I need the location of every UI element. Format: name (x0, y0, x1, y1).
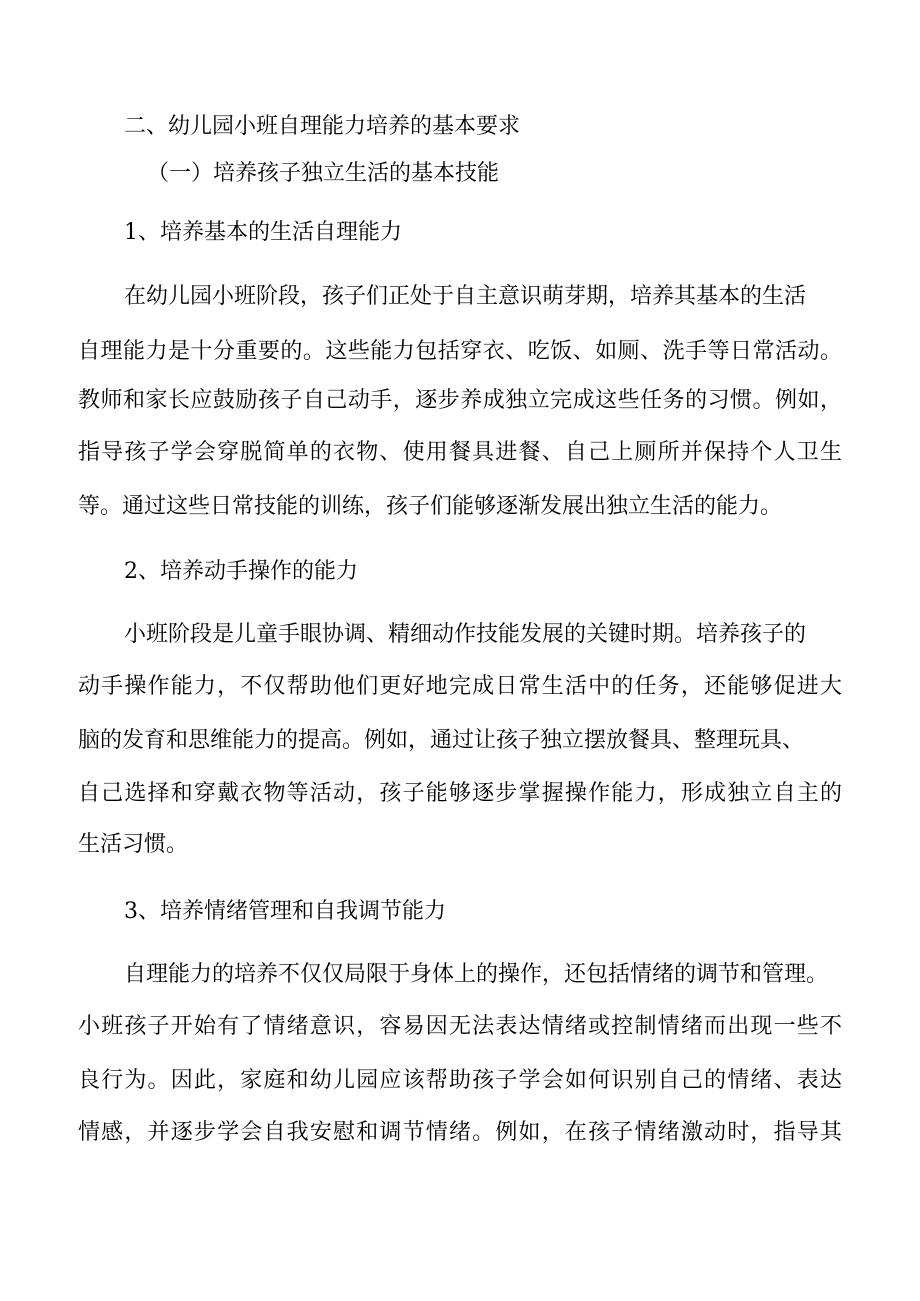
paragraph-line: 自理能力的培养不仅仅局限于身体上的操作，还包括情绪的调节和管理。 (124, 962, 829, 987)
subsection-heading: （一）培养孩子独立生活的基本技能 (147, 161, 500, 186)
paragraph-line: 等。通过这些日常技能的训练，孩子们能够逐渐发展出独立生活的能力。 (78, 494, 783, 519)
paragraph-line: 教师和家长应鼓励孩子自己动手，逐步养成独立完成这些任务的习惯。例如， (78, 388, 842, 413)
paragraph-line: 指导孩子学会穿脱简单的衣物、使用餐具进餐、自己上厕所并保持个人卫生 (78, 440, 842, 465)
paragraph-line: 脑的发育和思维能力的提高。例如，通过让孩子独立摆放餐具、整理玩具、 (78, 728, 805, 753)
paragraph-line: 小班阶段是儿童手眼协调、精细动作技能发展的关键时期。培养孩子的 (124, 622, 807, 647)
paragraph-line: 小班孩子开始有了情绪意识，容易因无法表达情绪或控制情绪而出现一些不 (78, 1014, 842, 1039)
section-heading: 二、幼儿园小班自理能力培养的基本要求 (124, 114, 521, 139)
paragraph-line: 自理能力是十分重要的。这些能力包括穿衣、吃饭、如厕、洗手等日常活动。 (78, 339, 842, 364)
paragraph-line: 情感，并逐步学会自我安慰和调节情绪。例如，在孩子情绪激动时，指导其 (78, 1120, 842, 1145)
paragraph-line: 自己选择和穿戴衣物等活动，孩子能够逐步掌握操作能力，形成独立自主的 (78, 781, 842, 806)
paragraph-line: 动手操作能力，不仅帮助他们更好地完成日常生活中的任务，还能够促进大 (78, 674, 842, 699)
item-1-heading: 1、培养基本的生活自理能力 (124, 220, 402, 245)
paragraph-line: 生活习惯。 (78, 832, 189, 857)
paragraph-line: 良行为。因此，家庭和幼儿园应该帮助孩子学会如何识别自己的情绪、表达 (78, 1068, 842, 1093)
paragraph-line: 在幼儿园小班阶段，孩子们正处于自主意识萌芽期，培养其基本的生活 (124, 284, 807, 309)
item-2-heading: 2、培养动手操作的能力 (124, 559, 358, 584)
item-3-heading: 3、培养情绪管理和自我调节能力 (124, 899, 446, 924)
